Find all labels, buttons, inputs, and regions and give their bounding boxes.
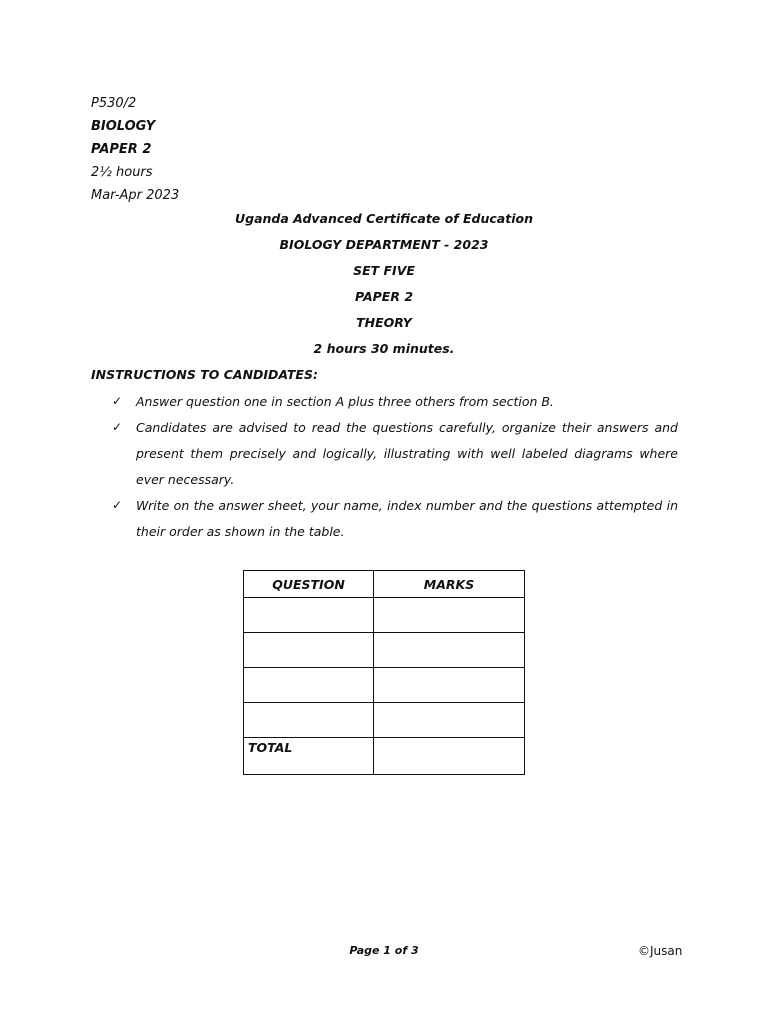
copyright: ©Jusan xyxy=(638,944,683,958)
paper-title: PAPER 2 xyxy=(354,289,414,304)
check-icon: ✓ xyxy=(112,394,123,408)
paper-number: PAPER 2 xyxy=(91,142,152,157)
total-row xyxy=(244,738,525,775)
table-row xyxy=(244,703,525,738)
marks-cell xyxy=(374,598,525,633)
question-cell xyxy=(244,633,374,668)
time-allowed: 2 hours 30 minutes. xyxy=(313,341,455,356)
page-number: Page 1 of 3 xyxy=(349,944,419,957)
table-header-row xyxy=(244,571,525,598)
table-row xyxy=(244,633,525,668)
marks-cell xyxy=(374,668,525,703)
total-marks-cell xyxy=(374,738,525,775)
paper-code: P530/2 xyxy=(91,96,137,111)
table-row xyxy=(244,668,525,703)
instructions-heading: INSTRUCTIONS TO CANDIDATES: xyxy=(91,367,318,382)
question-column-header: QUESTION xyxy=(244,571,374,598)
theory-title: THEORY xyxy=(356,315,412,330)
instruction-text: Answer question one in section A plus three others from section B. xyxy=(136,394,554,409)
set-title: SET FIVE xyxy=(353,263,415,278)
instruction-item xyxy=(112,415,678,493)
exam-date: Mar-Apr 2023 xyxy=(91,188,180,203)
question-cell xyxy=(244,598,374,633)
instruction-text: Candidates are advised to read the questions carefully, organize their answers and present them precisely and logically, illustrating with well labeled diagrams where ever necessary. xyxy=(136,420,678,487)
check-icon: ✓ xyxy=(112,498,123,512)
instruction-item xyxy=(112,493,678,545)
question-cell xyxy=(244,668,374,703)
marks-cell xyxy=(374,703,525,738)
question-cell xyxy=(244,703,374,738)
duration: 2½ hours xyxy=(91,165,153,180)
marks-cell xyxy=(374,633,525,668)
subject: BIOLOGY xyxy=(91,119,156,134)
table-row xyxy=(244,598,525,633)
instruction-item xyxy=(112,389,678,415)
instruction-text: Write on the answer sheet, your name, index number and the questions attempted in their order as shown in the table. xyxy=(136,498,678,539)
department-title: BIOLOGY DEPARTMENT - 2023 xyxy=(279,237,489,252)
certificate-title: Uganda Advanced Certificate of Education xyxy=(235,211,533,226)
check-icon: ✓ xyxy=(112,420,123,434)
total-label: TOTAL xyxy=(244,738,374,775)
marks-column-header: MARKS xyxy=(374,571,525,598)
marks-table xyxy=(243,570,525,775)
